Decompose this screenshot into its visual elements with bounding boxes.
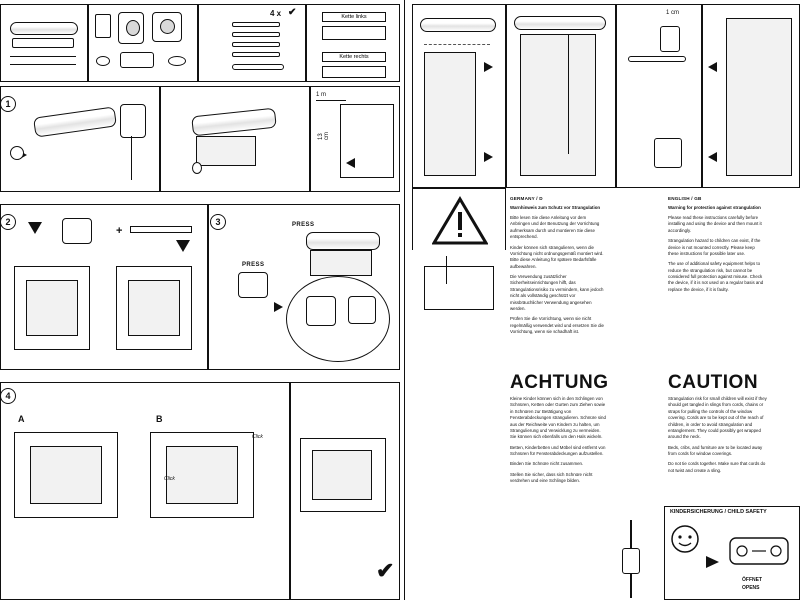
german-caution-paragraph: Betten, Kinderbetten und Möbel sind entfernt von Schnüren für Fensterabdeckungen aufzustellen. xyxy=(510,444,606,456)
bed-illustration xyxy=(424,266,494,310)
bracket-part-b xyxy=(126,20,140,36)
roller-tube-illustration xyxy=(306,232,380,250)
german-caution-paragraph: Binden Sie Schnüre nicht zusammen. xyxy=(510,461,584,467)
bracket-illustration xyxy=(660,26,680,52)
rotation-indicator-icon xyxy=(10,146,24,160)
arrow-icon xyxy=(274,302,283,312)
child-safety-open-de: ÖFFNET xyxy=(742,577,762,583)
rod-illustration xyxy=(628,56,686,62)
arrow-icon xyxy=(28,222,42,234)
bracket-illustration xyxy=(62,218,92,244)
child-safety-open-en: OPENS xyxy=(742,585,760,591)
screw-part xyxy=(232,22,280,27)
arrow-icon xyxy=(706,556,719,568)
german-caution-paragraph: Stellen Sie sicher, dass sich Schnüre nicht verdrehen und eine Schlinge bilden. xyxy=(510,471,593,484)
roller-tube-illustration xyxy=(10,22,78,35)
roller-tube-illustration xyxy=(420,18,496,32)
cord-line xyxy=(446,256,447,284)
chain-left-tag: Kette links xyxy=(322,12,386,22)
german-caution-word: ACHTUNG xyxy=(510,372,609,393)
click-label: Click xyxy=(164,476,175,482)
german-text-column xyxy=(510,196,606,339)
page-divider xyxy=(404,0,405,600)
blind-illustration xyxy=(30,446,102,504)
english-caution-paragraph: Do not tie cords together. Make sure that cords do not twist and create a sling. xyxy=(668,461,766,473)
english-caution-column xyxy=(668,396,768,478)
arrow-icon xyxy=(708,62,717,72)
german-heading: GERMANY / D xyxy=(510,196,543,201)
end-cap-part xyxy=(95,14,111,38)
step-number-3: 3 xyxy=(210,214,226,230)
arrow-icon xyxy=(176,240,190,252)
fabric-illustration xyxy=(424,52,476,176)
fabric-illustration xyxy=(726,18,792,176)
press-label: PRESS xyxy=(242,262,265,268)
measure-line xyxy=(316,100,346,101)
alignment-dashed-line xyxy=(424,44,490,45)
german-paragraph: Prüfen Sie die Vorrichtung, wenn sie nicht regelmäßig verwendet wird und ersetzen Sie die Vorrichtung, wenn sie schadhaft ist. xyxy=(510,316,604,335)
fabric-illustration xyxy=(520,34,596,176)
english-paragraph: Please read these instructions carefully before installing and using the device and then mount it accordingly. xyxy=(668,215,762,233)
safety-clip-icon xyxy=(726,528,792,574)
english-paragraph: The use of additional safety equipment helps to reduce the strangulation risk, but cannot be considered full protection against misuse. Check the device, if it is not used on a regular basis and replace the device, if it is faulty. xyxy=(668,261,764,292)
bracket-illustration xyxy=(238,272,268,298)
measure-label-1cm: 1 cm xyxy=(666,10,680,16)
screw-part xyxy=(232,52,280,57)
english-caution-word: CAUTION xyxy=(668,372,759,393)
bracket-detail-illustration xyxy=(348,296,376,324)
german-paragraph: Die Verwendung zusätzlicher Sicherheitseinrichtungen hilft, das Strangulationsrisiko zu vermindern, kann jedoch nicht als vollständig geschützt vor missbräuchlicher Verwendung angesehen werden. xyxy=(510,274,604,311)
arrow-icon xyxy=(708,152,717,162)
measure-label-13cm: 13 cm xyxy=(318,132,331,140)
arrow-icon xyxy=(484,152,493,162)
click-label: Click xyxy=(252,434,263,440)
blind-illustration xyxy=(26,280,78,336)
fabric-illustration xyxy=(196,136,256,166)
german-paragraph: Bitte lesen Sie diese Anleitung vor dem Anbringen und der Benutzung der Vorrichtung aufmerksam durch und montieren Sie diese entsprechend. xyxy=(510,215,600,240)
child-safety-title: KINDERSICHERUNG / CHILD SAFETY xyxy=(670,509,767,515)
bracket-illustration xyxy=(120,104,146,138)
chain-line xyxy=(131,136,132,180)
checkmark-icon: ✔ xyxy=(376,558,395,583)
label-variant-a: A xyxy=(18,414,25,424)
round-washer-part xyxy=(96,56,110,66)
chain-left-illustration xyxy=(322,26,386,40)
panel-step-1 xyxy=(0,86,160,192)
chain-line xyxy=(568,34,569,154)
screw-part xyxy=(232,32,280,37)
fabric-illustration xyxy=(310,250,372,276)
step-number-4: 4 xyxy=(0,388,16,404)
bracket-illustration xyxy=(12,38,74,48)
plus-sign: + xyxy=(116,225,123,237)
blind-illustration xyxy=(166,446,238,504)
warning-triangle-icon xyxy=(432,196,488,246)
german-paragraph: Kinder können sich strangulieren, wenn die Vorrichtung nicht ordnungsgemäß montiert wird. Bitte diese Anleitung für spätere Bedarfsfälle aufbewahren. xyxy=(510,244,604,269)
divider-line xyxy=(10,56,76,57)
child-face-icon xyxy=(670,524,700,554)
cap-part xyxy=(168,56,186,66)
english-caution-paragraph: Strangulation risk for small children will exist if they should get tangled in slings from cords, chains or straps for pulling the controls of the window covering. Cords are to be kept out of the reach of children, in order to avoid strangulation and entanglement. They could possibly get wrapped around the neck. xyxy=(668,396,767,440)
roller-tube-illustration xyxy=(514,16,606,30)
step-number-2: 2 xyxy=(0,214,16,230)
english-caution-paragraph: Beds, cribs, and furniture are to be located away from cords for window coverings. xyxy=(668,444,763,456)
divider-line xyxy=(10,64,76,65)
arrow-icon xyxy=(484,62,493,72)
english-heading: ENGLISH / GB xyxy=(668,196,702,201)
measure-label-1m: 1 m xyxy=(316,92,327,98)
chain-right-tag: Kette rechts xyxy=(322,52,386,62)
step-number-1: 1 xyxy=(0,96,16,112)
cord-tensioner-illustration xyxy=(622,548,640,574)
english-paragraph: Strangulation hazard to children can exist, if the device is not mounted correctly. Please keep these instructions for possible later use. xyxy=(668,238,761,256)
german-caution-paragraph: Kleine Kinder können sich in den Schlingen von Schnüren, Ketten oder Gurten zum Ziehen sowie in Schnüren zur Betätigung von Fensterabdeckungen strangulieren. Schnüre sind aus der Reichweite von Kindern zu halten, um Strangulierung und Verwicklung zu vermeiden. Sie können sich ebenfalls um den Hals wickeln. xyxy=(510,396,606,440)
english-text-column xyxy=(668,196,764,297)
blind-illustration xyxy=(312,450,372,500)
bracket-detail-illustration xyxy=(306,296,336,326)
german-caution-column xyxy=(510,396,606,489)
arrow-icon xyxy=(346,158,355,168)
end-pin-icon xyxy=(192,162,202,174)
german-subheading: Warnhinweis zum Schutz vor Strangulation xyxy=(510,204,601,210)
mount-plate-part xyxy=(120,52,154,68)
english-subheading: Warning for protection against strangulation xyxy=(668,204,761,210)
anchor-part xyxy=(232,64,284,70)
rail-illustration xyxy=(130,226,192,233)
bracket-part-d xyxy=(160,19,175,34)
press-label: PRESS xyxy=(292,222,315,228)
blind-illustration xyxy=(128,280,180,336)
screw-part xyxy=(232,42,280,47)
screw-quantity-label: 4 x xyxy=(270,9,282,18)
bracket-illustration xyxy=(654,138,682,168)
label-variant-b: B xyxy=(156,414,163,424)
chain-right-illustration xyxy=(322,66,386,78)
checkmark-icon: ✔ xyxy=(288,7,297,18)
